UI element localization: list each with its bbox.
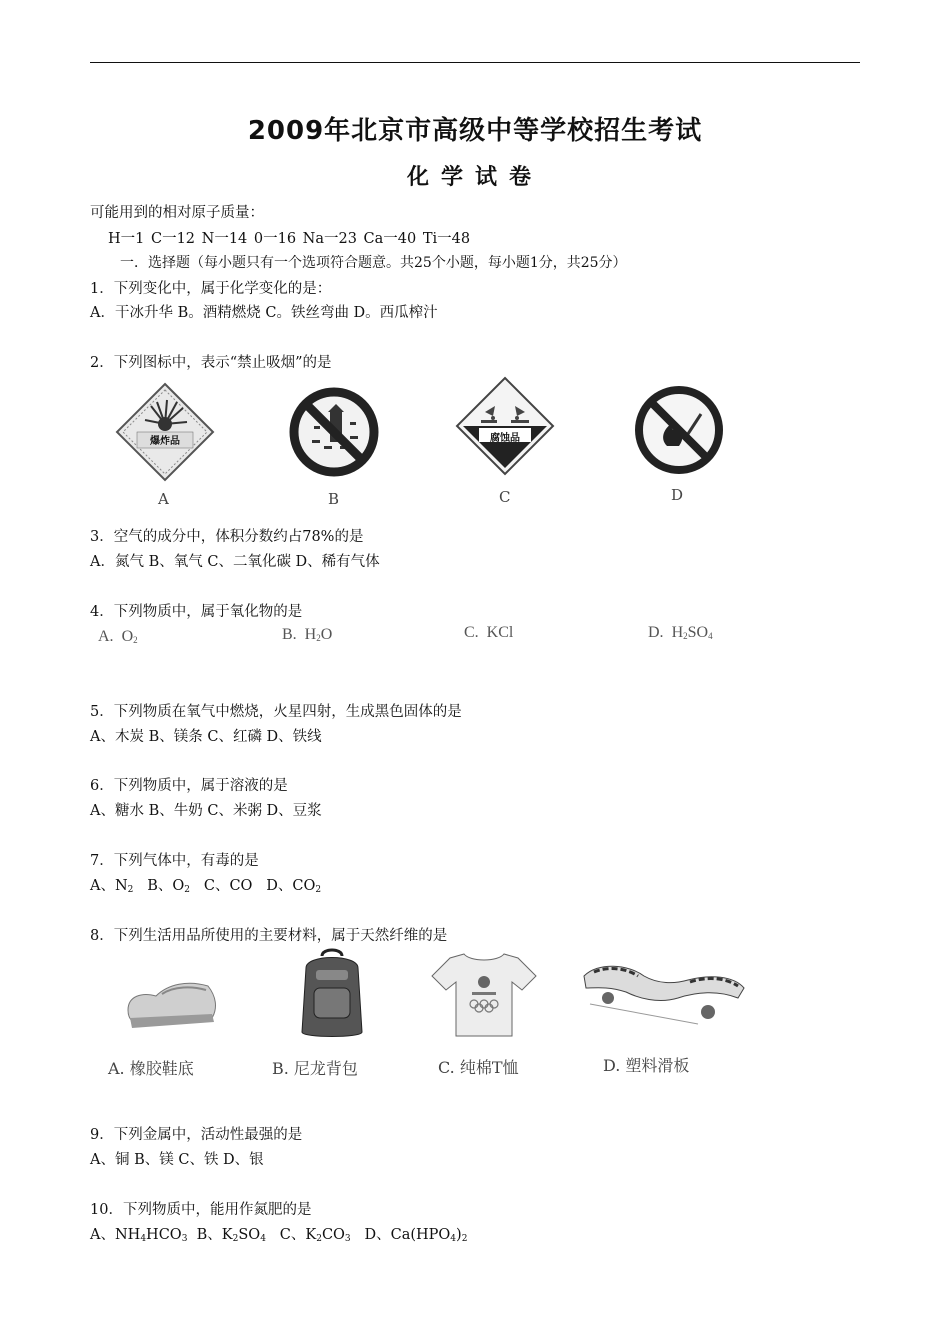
no-smoking-icon <box>629 380 729 480</box>
section-one-heading: 一．选择题（每小题只有一个选项符合题意。共25个小题，每小题1分，共25分） <box>120 255 627 271</box>
q7-stem: 7．下列气体中，有毒的是 <box>90 853 259 869</box>
q4-option-c: C. KCl <box>464 624 514 641</box>
q3-options: A．氮气 B、氧气 C、二氧化碳 D、稀有气体 <box>90 554 380 570</box>
corrosive-hazard-icon <box>455 376 555 476</box>
header-rule <box>90 62 860 63</box>
q8-caption-d: D. 塑料滑板 <box>603 1056 690 1075</box>
q4-option-b: B. $H_2O$ <box>282 626 333 643</box>
q8-caption-b: B. 尼龙背包 <box>272 1059 358 1078</box>
q2-stem: 2．下列图标中，表示“禁止吸烟”的是 <box>90 355 332 371</box>
no-fireworks-icon <box>284 382 384 482</box>
q9-stem: 9．下列金属中，活动性最强的是 <box>90 1127 303 1143</box>
q10-options: A、$NH_4HCO_3$ B、$K_2SO_4$ C、$K_2CO_3$ D、$Ca(HPO_4)_2$ <box>90 1227 468 1244</box>
plastic-skateboard-image <box>578 958 748 1028</box>
atomic-mass-label: 可能用到的相对原子质量： <box>90 205 264 221</box>
exam-title: 2009年北京市高级中等学校招生考试 <box>247 116 703 146</box>
q3-stem: 3．空气的成分中，体积分数约占78%的是 <box>90 529 364 545</box>
atomic-mass-list: H一1 C一12 N一14 0一16 Na一23 Ca一40 Ti一48 <box>108 231 471 247</box>
q8-stem: 8．下列生活用品所使用的主要材料，属于天然纤维的是 <box>90 928 448 944</box>
q2-label-c: C <box>499 488 511 506</box>
q7-options: A、$N_2$ B、$O_2$ C、CO D、$CO_2$ <box>90 878 322 895</box>
q2-label-a: A <box>158 490 169 508</box>
q2-label-b: B <box>328 490 340 508</box>
nylon-backpack-image <box>292 948 372 1040</box>
q8-caption-c: C. 纯棉T恤 <box>438 1058 519 1077</box>
q4-option-d: D. $H_2SO_4$ <box>648 624 713 641</box>
explosive-label: 爆炸品 <box>150 436 180 447</box>
q4-option-a: A. $O_2$ <box>98 628 138 645</box>
q9-options: A、铜 B、镁 C、铁 D、银 <box>90 1152 264 1168</box>
rubber-shoe-image <box>122 966 222 1036</box>
q2-label-d: D <box>671 486 684 504</box>
exam-subtitle: 化学试卷 <box>406 165 543 190</box>
q1-stem: 1．下列变化中，属于化学变化的是： <box>90 281 332 297</box>
q8-caption-a: A. 橡胶鞋底 <box>108 1059 194 1078</box>
q10-stem: 10．下列物质中，能用作氮肥的是 <box>90 1202 312 1218</box>
q6-stem: 6．下列物质中，属于溶液的是 <box>90 778 288 794</box>
q6-options: A、糖水 B、牛奶 C、米粥 D、豆浆 <box>90 803 322 819</box>
q4-stem: 4．下列物质中，属于氧化物的是 <box>90 604 303 620</box>
q5-options: A、木炭 B、镁条 C、红磷 D、铁线 <box>90 729 322 745</box>
q1-options: A．干冰升华 B。酒精燃烧 C。铁丝弯曲 D。西瓜榨汁 <box>90 305 438 321</box>
q5-stem: 5．下列物质在氧气中燃烧，火星四射，生成黑色固体的是 <box>90 704 462 720</box>
corrosive-label: 腐蚀品 <box>490 433 520 444</box>
cotton-tshirt-image <box>428 948 540 1040</box>
